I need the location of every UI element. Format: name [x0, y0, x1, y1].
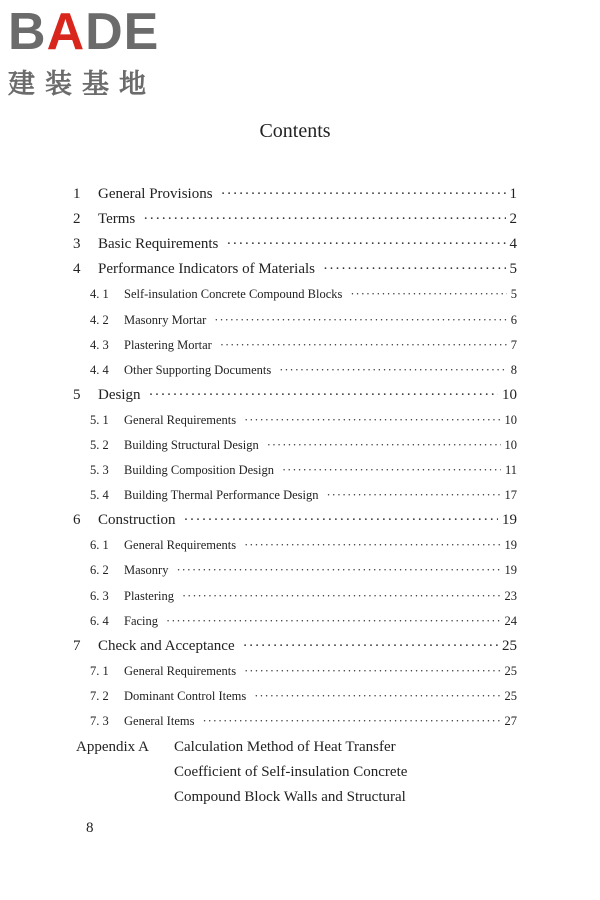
- toc-entry-title: Design: [98, 386, 141, 403]
- toc-entry-title: General Items: [124, 714, 195, 729]
- toc-section-row[interactable]: [0, 659, 600, 684]
- page-title: Contents: [259, 120, 331, 142]
- toc-entry-number: 3: [73, 236, 81, 253]
- toc-leader-dots: [254, 689, 500, 704]
- toc-entry-number: 2: [73, 211, 81, 228]
- toc-entry-title: Terms: [98, 211, 136, 228]
- toc-entry-number: 6. 4: [90, 613, 109, 628]
- toc-leader-dots: [202, 714, 500, 729]
- toc-entry-title: Facing: [124, 613, 159, 628]
- toc-page-number: 4: [509, 236, 517, 253]
- toc-leader-dots: [327, 488, 501, 503]
- toc-entry-title: General Requirements: [124, 412, 237, 427]
- appendix-title: [174, 735, 407, 810]
- toc-leader-dots: [149, 387, 499, 404]
- toc-section-row[interactable]: [0, 533, 600, 558]
- toc-leader-dots: [143, 211, 505, 228]
- toc-page-number: 24: [504, 613, 517, 628]
- toc-section-row[interactable]: [0, 358, 600, 383]
- toc-entry-number: 5. 3: [90, 463, 109, 478]
- toc-leader-dots: [244, 413, 500, 428]
- appendix-title-line: Coefficient of Self-insulation Concrete: [174, 764, 408, 780]
- logo-letter-a: A: [46, 3, 86, 61]
- toc-entry-number: 4. 2: [90, 312, 109, 327]
- toc-entry-number: 6. 3: [90, 588, 109, 603]
- toc-leader-dots: [184, 512, 499, 529]
- toc-entry-title: Building Structural Design: [124, 437, 259, 452]
- toc-entry-number: 6. 2: [90, 563, 109, 578]
- toc-page-number: 8: [510, 362, 517, 377]
- toc-entry-title: Self-insulation Concrete Compound Blocks: [124, 287, 343, 302]
- toc-leader-dots: [244, 538, 500, 553]
- appendix-title-line: Compound Block Walls and Structural: [174, 789, 406, 805]
- toc-entry-title: General Requirements: [124, 538, 237, 553]
- logo-subtitle: 建装基地: [8, 69, 156, 100]
- toc-entry-number: 7. 3: [90, 714, 109, 729]
- toc-section-row[interactable]: [0, 333, 600, 358]
- toc-section-row[interactable]: [0, 709, 600, 734]
- toc-entry-title: Dominant Control Items: [124, 688, 247, 703]
- toc-entry-number: 4. 4: [90, 362, 109, 377]
- toc-page-number: 11: [504, 463, 517, 478]
- toc-page-number: 23: [504, 588, 517, 603]
- toc-entry-number: 4: [73, 261, 81, 278]
- toc-chapter-row[interactable]: [0, 508, 600, 533]
- toc-entry-number: 6. 1: [90, 538, 109, 553]
- toc-leader-dots: [350, 287, 506, 302]
- toc-leader-dots: [267, 438, 501, 453]
- toc-entry-number: 4. 3: [90, 337, 109, 352]
- toc-entry-title: Basic Requirements: [98, 236, 219, 253]
- appendix-label: Appendix A: [76, 739, 149, 755]
- toc-page-number: 19: [504, 563, 517, 578]
- toc-section-row[interactable]: [0, 408, 600, 433]
- toc-leader-dots: [243, 638, 498, 655]
- toc-entry-title: Other Supporting Documents: [124, 362, 272, 377]
- toc-page-number: 25: [502, 637, 517, 654]
- toc-entry-title: Building Thermal Performance Design: [124, 488, 319, 503]
- toc-entry-number: 6: [73, 512, 81, 529]
- toc-section-row[interactable]: [0, 307, 600, 332]
- toc-page-number: 25: [504, 663, 517, 678]
- toc-entry-number: 7: [73, 637, 81, 654]
- toc-leader-dots: [323, 261, 506, 278]
- toc-leader-dots: [282, 463, 501, 478]
- toc-section-row[interactable]: [0, 558, 600, 583]
- toc-page-number: 5: [510, 287, 517, 302]
- toc-page-number: 27: [504, 714, 517, 729]
- toc-entry-number: 5. 1: [90, 412, 109, 427]
- toc-page-number: 5: [509, 261, 517, 278]
- bade-logo: [8, 3, 178, 101]
- toc-entry-title: Plastering Mortar: [124, 337, 212, 352]
- appendix-title-line: Calculation Method of Heat Transfer: [174, 739, 396, 755]
- toc-leader-dots: [220, 338, 507, 353]
- toc-entry-number: 7. 1: [90, 663, 109, 678]
- toc-page-number: 7: [510, 337, 517, 352]
- toc-section-row[interactable]: [0, 282, 600, 307]
- toc-entry-number: 5: [73, 386, 81, 403]
- toc-page-number: 10: [504, 437, 517, 452]
- toc-section-row[interactable]: [0, 433, 600, 458]
- toc-leader-dots: [166, 614, 500, 629]
- toc-entry-number: 5. 4: [90, 488, 109, 503]
- logo-wordmark: [8, 3, 178, 61]
- toc-section-row[interactable]: [0, 584, 600, 609]
- toc-section-row[interactable]: [0, 684, 600, 709]
- toc-entry-title: Check and Acceptance: [98, 637, 235, 654]
- toc-chapter-row[interactable]: [0, 634, 600, 659]
- toc-entry-title: Building Composition Design: [124, 463, 275, 478]
- toc-entry-title: Masonry: [124, 563, 169, 578]
- toc-page-number: 6: [510, 312, 517, 327]
- toc-page-number: 10: [502, 386, 517, 403]
- toc-entry-number: 1: [73, 186, 81, 203]
- toc-entry-number: 4. 1: [90, 287, 109, 302]
- logo-letters-de: DE: [85, 3, 160, 61]
- toc-page-number: 19: [504, 538, 517, 553]
- toc-leader-dots: [182, 589, 501, 604]
- toc-leader-dots: [279, 363, 507, 378]
- toc-chapter-row[interactable]: [0, 257, 600, 282]
- toc-entry-number: 7. 2: [90, 688, 109, 703]
- toc-entry-title: Construction: [98, 512, 176, 529]
- toc-leader-dots: [214, 313, 506, 328]
- toc-entry-number: 5. 2: [90, 437, 109, 452]
- toc-chapter-row[interactable]: [0, 383, 600, 408]
- toc-leader-dots: [226, 236, 505, 253]
- page-number: 8: [86, 820, 94, 836]
- toc-section-row[interactable]: [0, 458, 600, 483]
- toc-chapter-row[interactable]: [0, 182, 600, 207]
- toc-page-number: 19: [502, 512, 517, 529]
- logo-letter-b: B: [8, 3, 47, 61]
- toc-entry-title: Plastering: [124, 588, 174, 603]
- toc-page-number: 17: [504, 488, 517, 503]
- table-of-contents: [0, 182, 600, 734]
- toc-entry-title: Masonry Mortar: [124, 312, 207, 327]
- toc-page-number: 10: [504, 412, 517, 427]
- toc-leader-dots: [176, 563, 500, 578]
- toc-page-number: 1: [509, 186, 517, 203]
- toc-chapter-row[interactable]: [0, 232, 600, 257]
- toc-section-row[interactable]: [0, 483, 600, 508]
- toc-section-row[interactable]: [0, 609, 600, 634]
- toc-page-number: 25: [504, 688, 517, 703]
- toc-page-number: 2: [509, 211, 517, 228]
- toc-chapter-row[interactable]: [0, 207, 600, 232]
- toc-leader-dots: [244, 664, 500, 679]
- toc-entry-title: Performance Indicators of Materials: [98, 261, 315, 278]
- toc-leader-dots: [221, 186, 506, 203]
- toc-entry-title: General Requirements: [124, 663, 237, 678]
- toc-entry-title: General Provisions: [98, 186, 213, 203]
